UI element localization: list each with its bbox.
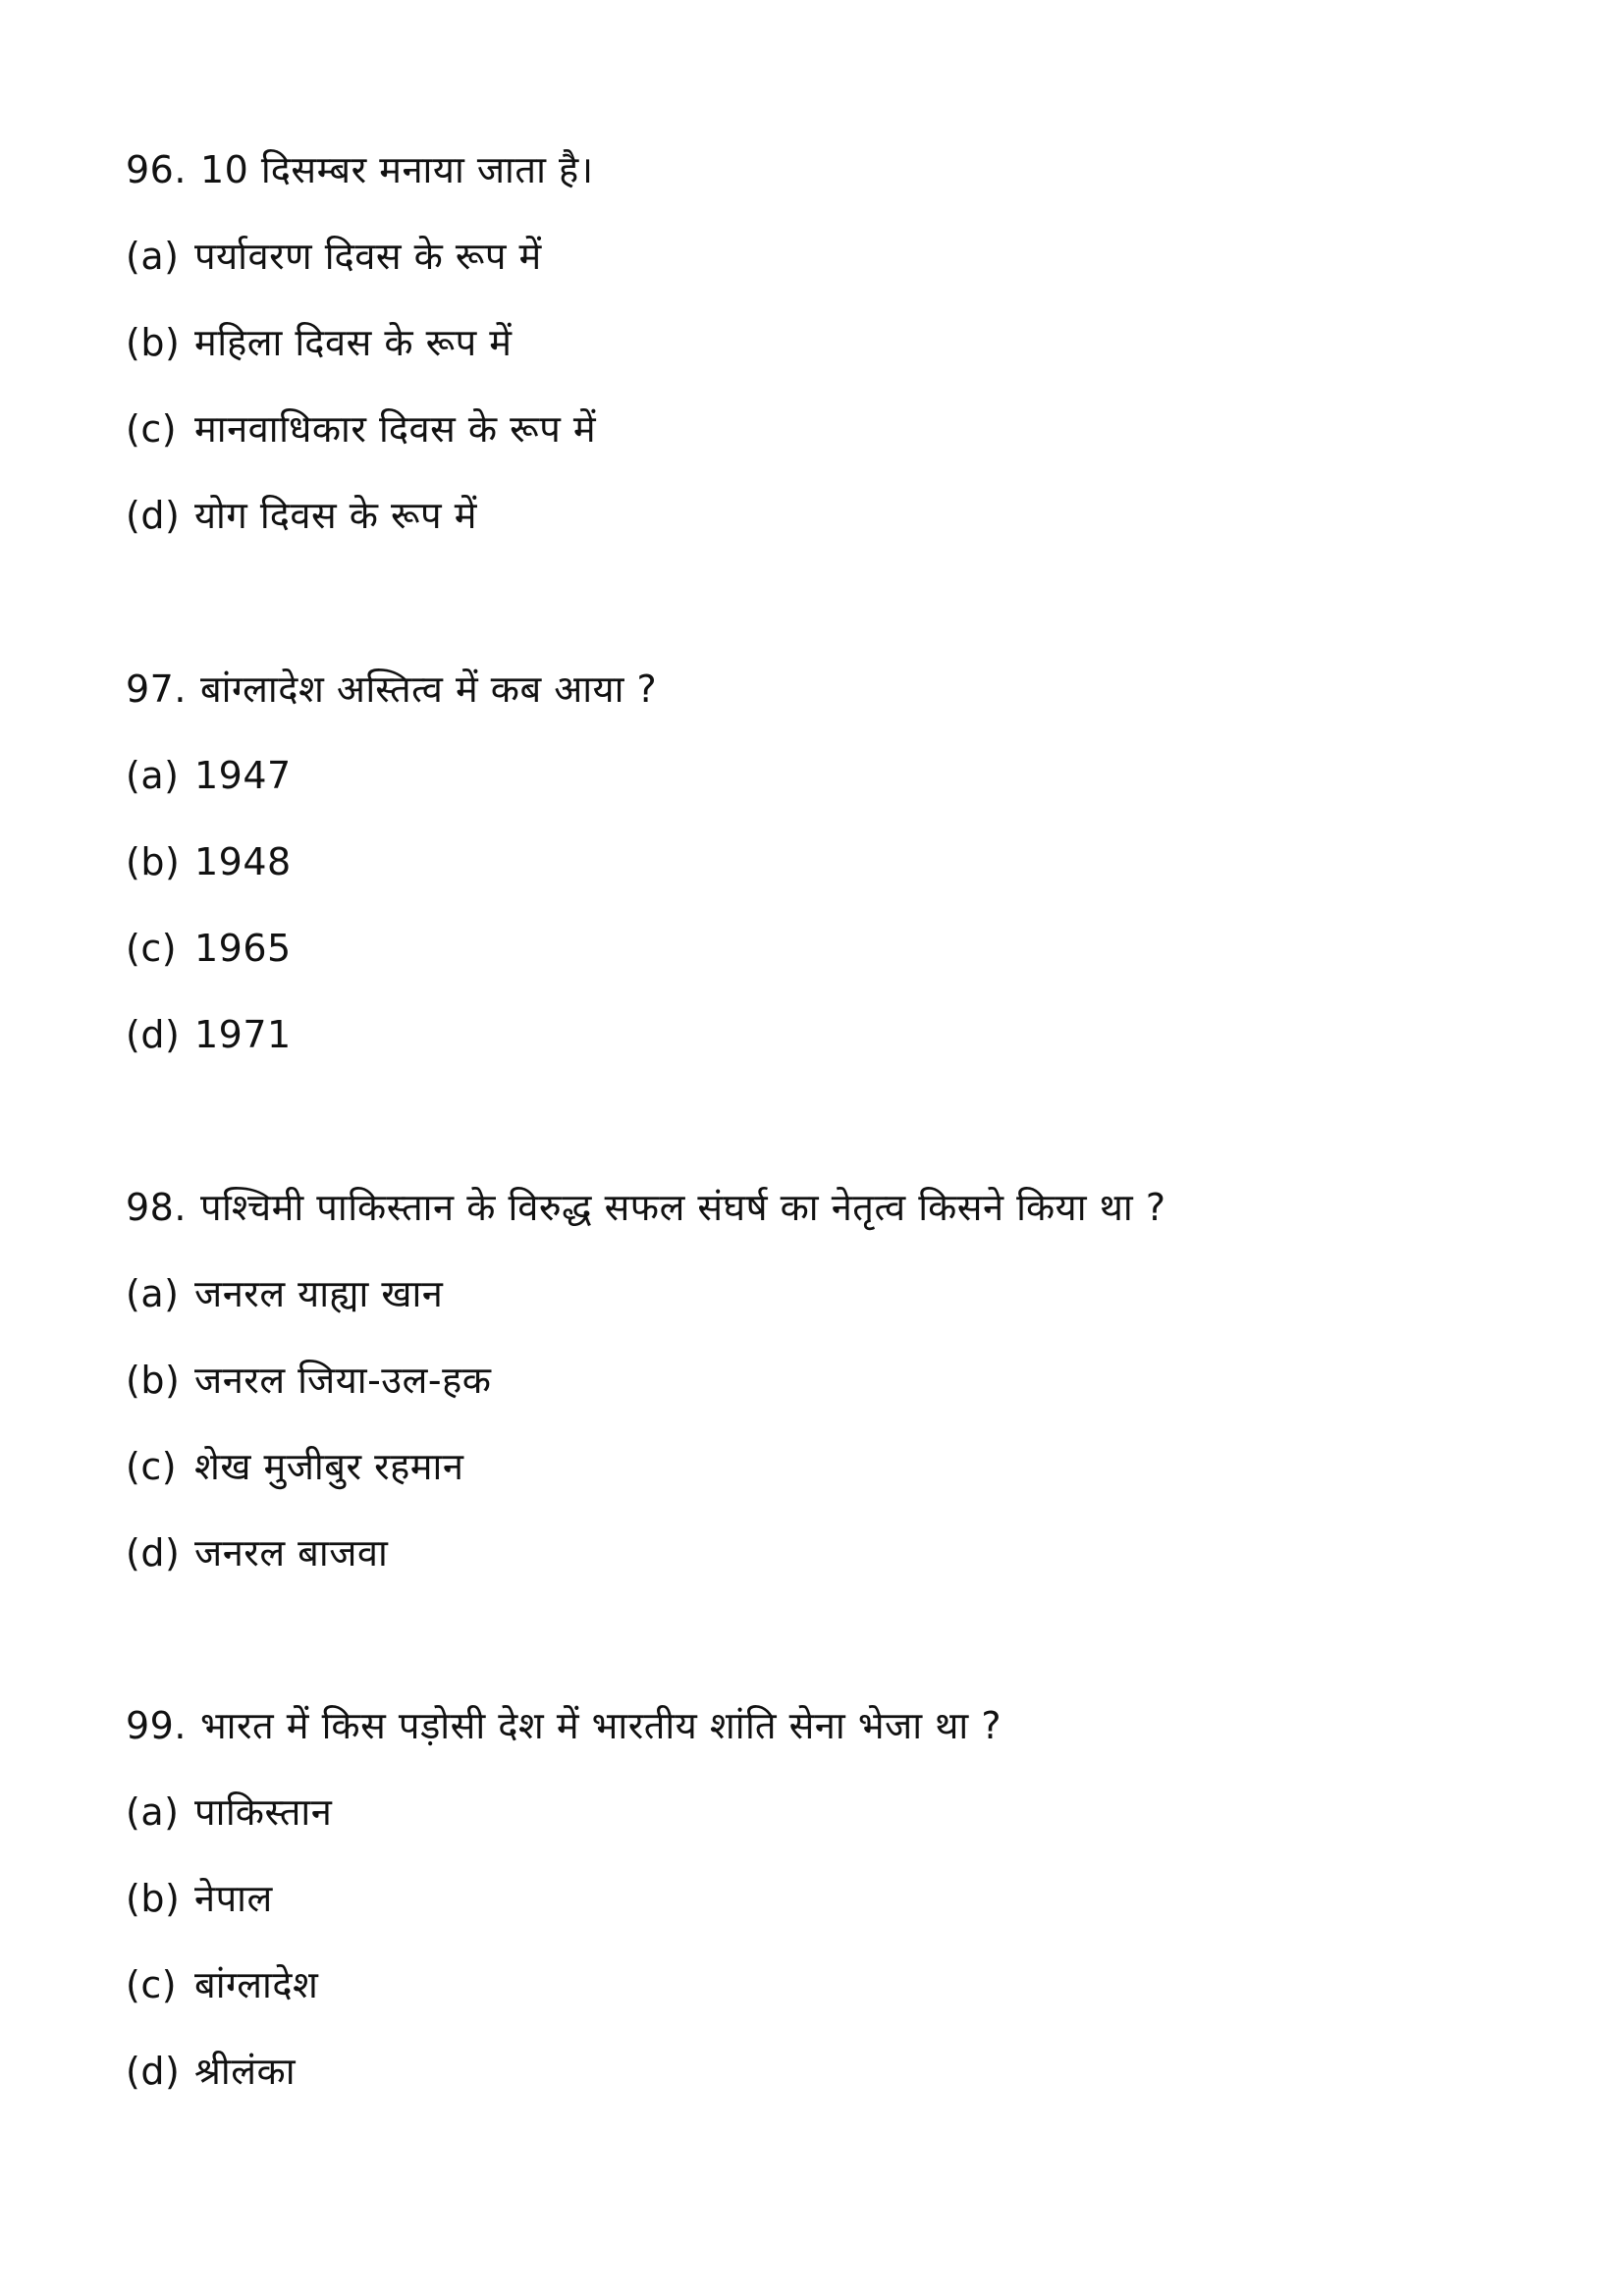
question-text: बांग्लादेश अस्तित्व में कब आया ?: [199, 667, 658, 711]
option-text: शेख मुजीबुर रहमान: [194, 1445, 464, 1488]
option-letter: (d): [126, 1013, 181, 1056]
option-b: [126, 1356, 491, 1405]
question-stem: [126, 1183, 1166, 1232]
option-text: बांग्लादेश: [194, 1963, 319, 2006]
option-letter: (b): [126, 321, 181, 364]
option-d: [126, 2047, 296, 2096]
option-letter: (c): [126, 1445, 178, 1488]
option-text: जनरल बाजवा: [194, 1531, 389, 1575]
question-text: पश्चिमी पाकिस्तान के विरुद्ध सफल संघर्ष का नेतृत्व किसने किया था ?: [199, 1186, 1166, 1229]
option-a: [126, 232, 542, 281]
option-text: 1948: [194, 840, 292, 883]
option-d: [126, 1010, 292, 1059]
option-text: श्रीलंका: [194, 2050, 297, 2093]
option-text: जनरल याह्या खान: [194, 1272, 444, 1315]
question-stem: [126, 665, 657, 714]
option-text: पाकिस्तान: [194, 1790, 333, 1834]
option-text: 1947: [194, 754, 292, 797]
question-number: 98.: [126, 1186, 187, 1229]
question-stem: [126, 145, 594, 194]
option-letter: (b): [126, 1359, 181, 1402]
option-letter: (d): [126, 494, 181, 537]
option-text: पर्यावरण दिवस के रूप में: [194, 235, 542, 278]
option-a: [126, 1269, 443, 1318]
option-c: [126, 924, 292, 973]
option-text: मानवाधिकार दिवस के रूप में: [194, 407, 597, 451]
option-d: [126, 491, 477, 540]
option-text: योग दिवस के रूप में: [194, 494, 477, 537]
question-text: 10 दिसम्बर मनाया जाता है।: [199, 148, 594, 191]
question-number: 97.: [126, 667, 187, 711]
option-letter: (a): [126, 1790, 180, 1834]
option-letter: (c): [126, 1963, 178, 2006]
option-letter: (d): [126, 2050, 181, 2093]
option-text: 1965: [194, 927, 292, 970]
option-letter: (b): [126, 1877, 181, 1920]
option-letter: (a): [126, 235, 180, 278]
option-c: [126, 404, 596, 454]
option-c: [126, 1442, 463, 1491]
option-text: महिला दिवस के रूप में: [194, 321, 513, 364]
option-c: [126, 1960, 318, 2009]
option-a: [126, 1788, 332, 1837]
option-letter: (c): [126, 407, 178, 451]
question-number: 96.: [126, 148, 187, 191]
option-letter: (a): [126, 1272, 180, 1315]
option-letter: (d): [126, 1531, 181, 1575]
option-text: नेपाल: [194, 1877, 273, 1920]
option-letter: (b): [126, 840, 181, 883]
option-letter: (a): [126, 754, 180, 797]
option-a: [126, 751, 292, 800]
option-letter: (c): [126, 927, 178, 970]
question-text: भारत में किस पड़ोसी देश में भारतीय शांति सेना भेजा था ?: [199, 1704, 1002, 1747]
question-number: 99.: [126, 1704, 187, 1747]
option-b: [126, 1874, 273, 1923]
option-text: जनरल जिया-उल-हक: [194, 1359, 492, 1402]
option-b: [126, 837, 292, 886]
option-text: 1971: [194, 1013, 292, 1056]
option-b: [126, 318, 513, 367]
question-stem: [126, 1701, 1001, 1750]
option-d: [126, 1528, 388, 1577]
